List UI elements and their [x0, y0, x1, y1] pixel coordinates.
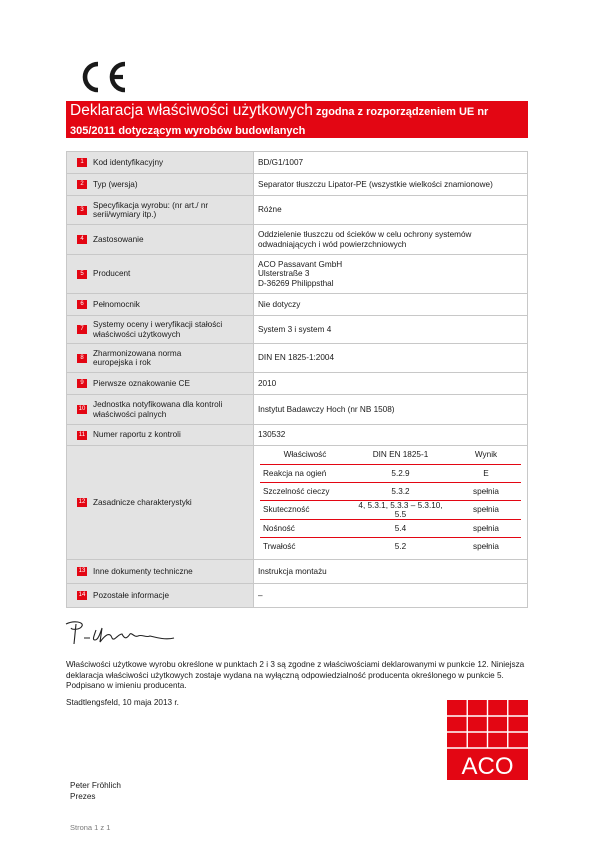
place-and-date: Stadtlengsfeld, 10 maja 2013 r. [66, 698, 179, 707]
producer-name: ACO Passavant GmbH [258, 259, 343, 269]
row-label: Producent [93, 269, 131, 279]
characteristics-row [260, 464, 521, 482]
title-rest: zgodna z rozporządzeniem UE nr 305/2011 dotyczącym wyrobów budowlanych [70, 106, 489, 137]
producer-street: Ulsterstraße 3 [258, 269, 310, 279]
row-number-badge: 13 [78, 568, 86, 574]
row-value: Instytut Badawczy Hoch (nr NB 1508) [258, 404, 395, 414]
characteristics-header-row [260, 446, 521, 464]
table-row [67, 425, 528, 446]
row-number-badge: 12 [78, 499, 86, 505]
row-number-badge: 1 [77, 158, 87, 167]
row-label: Jednostka notyfikowana dla kontroli właściwości palnych [93, 400, 223, 419]
row-label: Pierwsze oznakowanie CE [93, 378, 190, 388]
property-cell: Trwałość [263, 541, 296, 551]
declaration-table [66, 151, 528, 608]
property-cell: Skuteczność [260, 500, 350, 519]
table-row [67, 294, 528, 316]
table-row [67, 196, 528, 225]
row-number-badge: 11 [78, 431, 86, 438]
row-label: Zasadnicze charakterystyki [93, 497, 192, 507]
signer-title: Prezes [70, 791, 96, 801]
row-value: Nie dotyczy [258, 299, 301, 309]
row-value: BD/G1/1007 [258, 157, 304, 167]
row-label: Zastosowanie [93, 234, 144, 244]
row-value: Różne [258, 205, 282, 215]
handwritten-signature [62, 616, 182, 650]
signer-name: Peter Fröhlich [70, 781, 121, 790]
table-row [67, 316, 528, 344]
column-header: Wynik [451, 446, 521, 464]
table-row [67, 584, 528, 608]
table-row [67, 255, 528, 294]
aco-logo-text: ACO [461, 753, 514, 780]
row-value: – [258, 590, 263, 600]
row-value: 2010 [258, 378, 277, 388]
standard-clause-cell: 5.2.9 [350, 464, 451, 482]
characteristics-row [260, 537, 521, 555]
signer-block [70, 781, 121, 802]
row-number-badge: 9 [77, 379, 87, 388]
row-number-badge: 5 [77, 270, 87, 279]
row-label: Typ (wersja) [93, 179, 138, 189]
row-number-badge: 8 [77, 354, 87, 363]
row-label: Pozostałe informacje [93, 590, 169, 600]
row-label: Systemy oceny i weryfikacji stałości właściwości użytkowych [93, 320, 223, 339]
row-number-badge: 7 [77, 325, 87, 334]
table-row [67, 395, 528, 425]
result-cell: spełnia [473, 541, 499, 551]
page-number: Strona 1 z 1 [70, 823, 111, 832]
table-row [67, 560, 528, 584]
table-row [67, 373, 528, 395]
characteristics-row [260, 519, 521, 537]
table-row [67, 152, 528, 174]
result-cell: E [451, 464, 521, 482]
row-value: Instrukcja montażu [258, 566, 327, 576]
row-number-badge: 3 [77, 206, 87, 215]
characteristics-row [260, 482, 521, 500]
table-row [67, 344, 528, 373]
row-value: Oddzielenie tłuszczu od ścieków w celu ochrony systemów odwadniających i wód powierzchniowych [258, 230, 472, 249]
table-row-characteristics [67, 446, 528, 560]
title-band [66, 101, 528, 138]
standard-clause-cell: 5.4 [350, 519, 451, 537]
table-row [67, 174, 528, 196]
row-label: Kod identyfikacyjny [93, 157, 164, 167]
row-value: System 3 i system 4 [258, 324, 332, 334]
characteristics-table [260, 446, 521, 555]
result-cell: spełnia [451, 482, 521, 500]
aco-logo [447, 700, 528, 780]
ce-mark-logo [82, 59, 132, 95]
row-label: Specyfikacja wyrobu: (nr art./ nr serii/wymiary itp.) [93, 200, 209, 219]
column-header: DIN EN 1825-1 [350, 446, 451, 464]
row-number-badge: 4 [77, 235, 87, 244]
result-cell: spełnia [451, 519, 521, 537]
producer-city: D-36269 Philippsthal [258, 278, 334, 288]
standard-clause-cell: 5.2 [394, 541, 407, 551]
property-cell: Reakcja na ogień [260, 464, 350, 482]
row-label: Numer raportu z kontroli [93, 430, 181, 440]
standard-clause-cell: 4, 5.3.1, 5.3.3 – 5.3.10, 5.5 [350, 500, 451, 519]
property-cell: Szczelność cieczy [260, 482, 350, 500]
title-main: Deklaracja właściwości użytkowych [70, 102, 313, 119]
result-cell: spełnia [451, 500, 521, 519]
row-value: 130532 [258, 430, 286, 440]
row-label: Inne dokumenty techniczne [93, 566, 193, 576]
standard-clause-cell: 5.3.2 [350, 482, 451, 500]
row-number-badge: 10 [78, 406, 86, 412]
property-cell: Nośność [260, 519, 350, 537]
table-row [67, 225, 528, 255]
row-value: Separator tłuszczu Lipator-PE (wszystkie wielkości znamionowe) [258, 179, 493, 189]
row-number-badge: 14 [78, 592, 86, 598]
row-label: Zharmonizowana norma europejska i rok [93, 348, 182, 367]
column-header: Właściwość [260, 446, 350, 464]
row-number-badge: 6 [77, 300, 87, 309]
row-number-badge: 2 [77, 180, 87, 189]
characteristics-row [260, 500, 521, 519]
row-value: DIN EN 1825-1:2004 [258, 353, 335, 363]
row-label: Pełnomocnik [93, 299, 140, 309]
declaration-statement: Właściwości użytkowe wyrobu określone w punktach 2 i 3 są zgodne z właściwościami deklarowanymi w punkcie 12. Niniejsza deklaracja właściwości użytkowych zostaje wydana na wyłączną odpowiedzialność producenta określonego w punkcie 5. Podpisano w imieniu producenta. [66, 660, 525, 690]
